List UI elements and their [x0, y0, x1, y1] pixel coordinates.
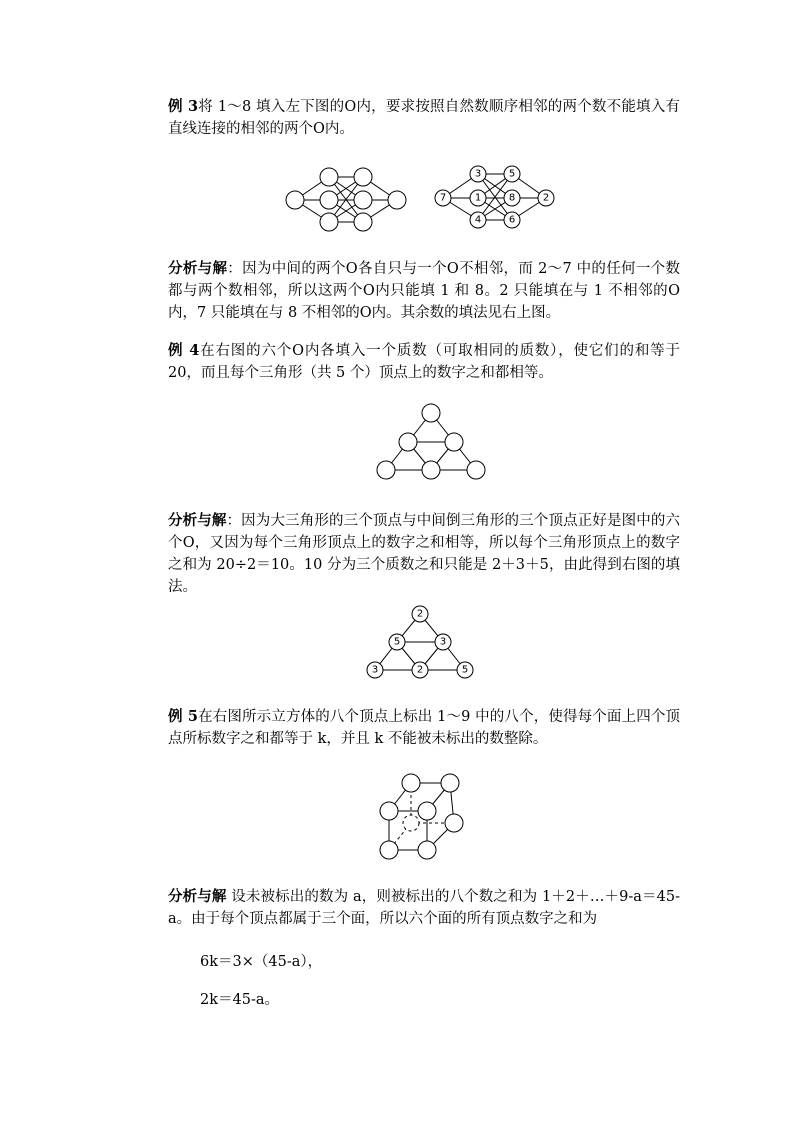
node-bot2-value: 6 — [508, 214, 516, 226]
example-3-label: 例 3 — [168, 98, 199, 115]
vertex-front-bottom-right — [418, 841, 436, 859]
node-bot-mid — [422, 461, 440, 479]
example-3-blank-graph — [284, 160, 414, 236]
solution-label: 分析与解 — [168, 512, 227, 529]
formula-1: 6k＝3×（45-a）， — [200, 954, 323, 970]
node-top1 — [320, 168, 338, 186]
node-left — [286, 191, 304, 209]
solution-text: 设未被标出的数为 a，则被标出的八个数之和为 1＋2＋…＋9-a＝45-a。由于每个顶点都属于三个面，所以六个面的所有顶点数字之和为 — [168, 889, 680, 927]
example-4-label: 例 4 — [168, 342, 200, 359]
example-3 — [168, 96, 680, 140]
node-mid2 — [354, 191, 372, 209]
node-top2-value: 5 — [508, 168, 516, 180]
node-mid-left — [399, 433, 417, 451]
node-bot-left-value: 3 — [371, 664, 379, 676]
node-mid-left-value: 5 — [393, 636, 401, 648]
node-mid-right — [445, 433, 463, 451]
example-4-blank-triangle — [376, 402, 484, 482]
graph-edges — [443, 174, 546, 220]
example-5-text: 在右图所示立方体的八个顶点上标出 1～9 中的八个，使得每个面上四个顶点所标数字之和都等于 k，并且 k 不能被未标出的数整除。 — [168, 709, 681, 747]
node-bot1 — [320, 213, 338, 231]
node-bot-right — [467, 461, 485, 479]
formula-2: 2k＝45-a。 — [200, 992, 280, 1008]
node-top2 — [354, 168, 372, 186]
node-bot-right-value: 5 — [461, 664, 469, 676]
node-bot2 — [354, 213, 372, 231]
example-4 — [168, 340, 680, 384]
vertex-back-bottom-left — [403, 815, 419, 831]
node-top — [422, 404, 440, 422]
example-3-filled-graph — [434, 162, 558, 232]
node-mid-right-value: 3 — [439, 636, 447, 648]
node-bot-mid-value: 2 — [416, 664, 424, 676]
solution-label: 分析与解 — [168, 260, 228, 277]
graph-edges — [295, 177, 397, 222]
node-top1-value: 3 — [474, 168, 482, 180]
solution-label: 分析与解 — [168, 888, 227, 905]
example-3-solution — [168, 258, 680, 324]
node-right — [388, 191, 406, 209]
example-4-filled-triangle — [366, 604, 474, 680]
example-4-text: 在右图的六个O内各填入一个质数（可取相同的质数），使它们的和等于 20，而且每个三角形（共 5 个）顶点上的数字之和都相等。 — [168, 343, 681, 381]
node-right-value: 2 — [542, 192, 550, 204]
vertex-back-bottom-right — [445, 814, 463, 832]
node-mid2-value: 8 — [508, 192, 516, 204]
example-5-label: 例 5 — [168, 708, 198, 725]
node-top-value: 2 — [416, 608, 424, 620]
example-5-cube — [378, 772, 466, 862]
node-bot-left — [377, 461, 395, 479]
vertex-back-top-right — [441, 774, 459, 792]
vertex-front-top-left — [380, 802, 398, 820]
node-mid1-value: 1 — [474, 192, 482, 204]
node-mid1 — [320, 191, 338, 209]
solution-text: ：因为大三角形的三个顶点与中间倒三角形的三个顶点正好是图中的六个O，又因为每个三角形顶点上的数字之和相等，所以每个三角形顶点上的数字之和为 20÷2＝10。10 分为三个质数之和只能是 2＋3＋5，由此得到右图的填法。 — [168, 513, 680, 595]
vertex-front-top-right — [418, 802, 436, 820]
example-4-solution — [168, 510, 680, 598]
node-bot1-value: 4 — [474, 214, 482, 226]
vertex-back-top-left — [402, 774, 420, 792]
example-5-solution — [168, 886, 680, 930]
solution-text: ：因为中间的两个O各自只与一个O不相邻，而 2～7 中的任何一个数都与两个数相邻，所以这两个O内只能填 1 和 8。2 只能填在与 1 不相邻的O内，7 只能填在与 8 不相邻的O内。其余数的填法见右上图。 — [168, 261, 680, 321]
example-5 — [168, 706, 680, 750]
example-3-text: 将 1～8 填入左下图的O内，要求按照自然数顺序相邻的两个数不能填入有直线连接的相邻的两个O内。 — [168, 99, 680, 137]
node-left-value: 7 — [439, 192, 447, 204]
vertex-front-bottom-left — [380, 841, 398, 859]
